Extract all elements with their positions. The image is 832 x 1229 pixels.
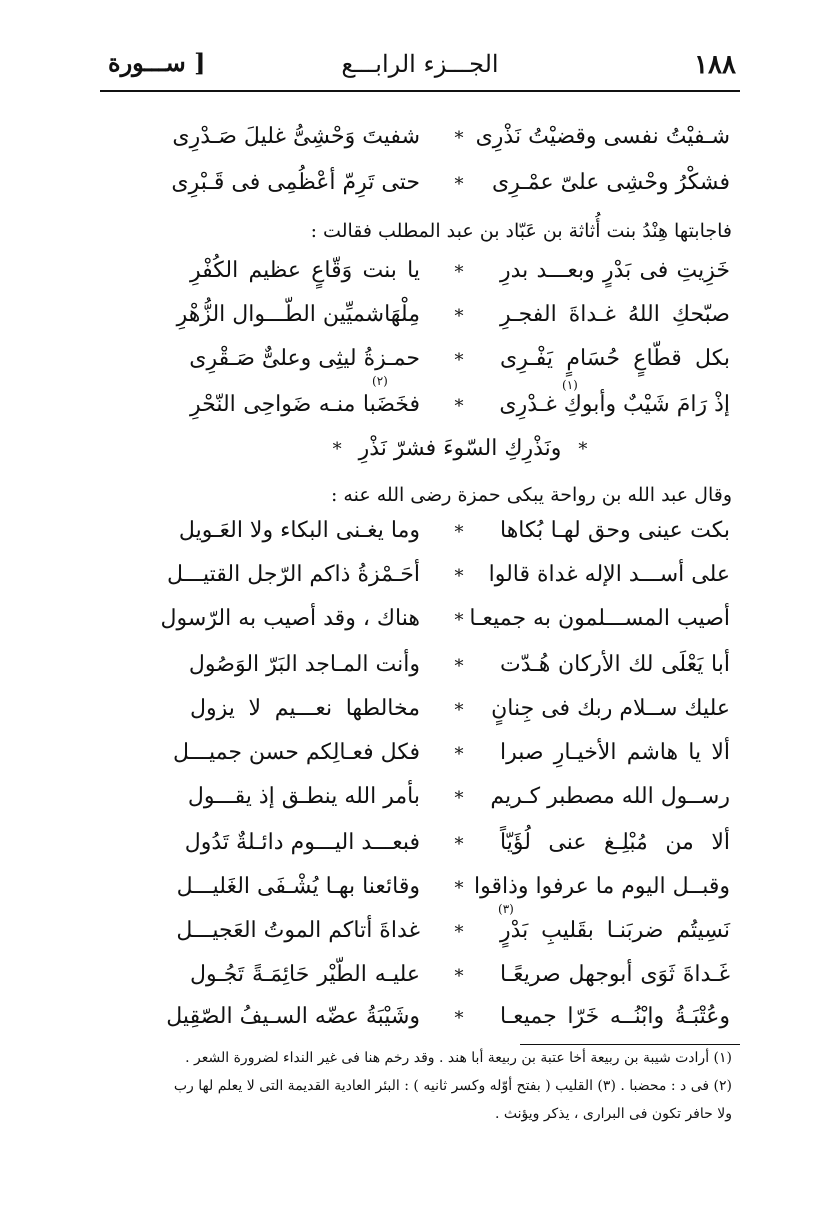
surah-label: [ ســـورة <box>108 48 206 77</box>
hemistich-first: أبا يَعْلَى لك الأركان هُـدّت <box>500 652 730 677</box>
hemistich-second: بأمر الله ينطـق إذ يقـــول <box>187 784 420 809</box>
verse-separator: * <box>454 174 464 195</box>
verse-separator: * <box>454 396 464 417</box>
verse-line <box>176 918 730 958</box>
verse-separator: * <box>454 966 464 987</box>
hemistich-second: هناك ، وقد أصيب به الرّسول <box>160 606 420 631</box>
hemistich-first: خَزِيتِ فى بَدْرٍ وبعـــد بدرِ <box>500 258 730 283</box>
hemistich-first: بكت عينى وحق لهـا بُكاها <box>500 518 730 543</box>
verse-separator: * <box>454 834 464 855</box>
hemistich-first: فشكْرُ وحْشِى علىّ عمْـرِى <box>492 170 730 195</box>
verse-line <box>172 124 730 164</box>
hemistich-first: أصيب المســـلمون به جميعـا <box>469 606 730 631</box>
hemistich-first: وعُتْبَـةُ وابْنُــه خَرّا جميعـا <box>500 1004 730 1029</box>
hemistich-first: صبّحكِ اللهُ غـداةَ الفجـرِ <box>500 302 730 327</box>
hemistich-second: وشَيْبَةُ عضّه السـيفُ الصّقِيل <box>166 1004 420 1029</box>
hemistich-first: ألا يا هاشم الأخيـارِ صبرا <box>500 740 730 765</box>
verse-line <box>176 874 730 914</box>
verse-line <box>166 1004 730 1044</box>
verse-text: ونَذْرِكِ السّوءَ فشرّ نَذْرِ <box>358 436 562 461</box>
verse-separator: * <box>454 262 464 283</box>
page-number: ١٨٨ <box>694 50 736 80</box>
hemistich-second: عليـه الطّيْر حَائِمَـةً تَجُـول <box>190 962 420 987</box>
intro-paragraph: وقال عبد الله بن رواحة يبكى حمزة رضى الله عنه : <box>330 484 732 506</box>
hemistich-first: غَـداةَ ثَوَى أبوجهل صريعًـا <box>500 962 730 987</box>
footnote-marker: (١) <box>562 378 578 392</box>
verse-separator: * <box>454 566 464 587</box>
verse-line <box>171 170 730 210</box>
verse-separator: * <box>454 788 464 809</box>
hemistich-first: على أســـد الإله غداة قالوا <box>488 562 730 587</box>
verse-line <box>167 562 730 602</box>
verse-line <box>178 518 730 558</box>
hemistich-second: فكل فعـالِكم حسن جميـــل <box>172 740 420 765</box>
verse-separator: * <box>454 610 464 631</box>
footnote-marker: (٢) <box>372 374 388 388</box>
hemistich-first: نَسِيتُم ضربَنـا بقَليبِ بَدْرٍ <box>500 918 730 943</box>
hemistich-first: عليك ســلام ربك فى جِنانٍ <box>491 696 730 721</box>
verse-separator: * <box>454 878 464 899</box>
footnote-marker: (٣) <box>498 902 514 916</box>
hemistich-second: مخالطها نعـــيم لا يزول <box>190 696 420 721</box>
verse-separator: * <box>454 656 464 677</box>
verse-separator: * <box>454 1008 464 1029</box>
hemistich-second: فخَضَبا منـه ضَواحِى النّحْرِ <box>190 392 420 417</box>
verse-separator: * <box>578 439 588 460</box>
verse-line <box>176 302 730 342</box>
page-header <box>100 46 740 90</box>
hemistich-second: شفيتَ وَحْشِىُّ غليلَ صَـدْرِى <box>172 124 420 149</box>
footnote-line: (١) أرادت شيبة بن ربيعة أخا عتبة بن ربيعة أبا هند . وقد رخم هنا فى غير النداء لضرورة الشعر . <box>185 1050 732 1066</box>
verse-single <box>190 436 730 476</box>
hemistich-second: مِلْهَاشميِّين الطّـــوال الزُّهْرِ <box>176 302 420 327</box>
verse-line <box>190 962 730 1002</box>
verse-separator: * <box>454 350 464 371</box>
hemistich-second: وأنت المـاجد البَرّ الوَصُول <box>188 652 420 677</box>
hemistich-second: فبعـــد اليـــوم دائـلةٌ تَدُول <box>184 830 420 855</box>
verse-separator: * <box>454 700 464 721</box>
hemistich-first: شـفيْتُ نفسى وقضيْتُ نَذْرِى <box>475 124 730 149</box>
running-title: الجـــزء الرابـــع <box>341 50 499 78</box>
hemistich-first: رســول الله مصطبر كـريم <box>490 784 730 809</box>
hemistich-first: بكل قطّاعٍ حُسَامٍ يَفْـرِى <box>500 346 730 371</box>
verse-separator: * <box>332 439 342 460</box>
hemistich-first: إذْ رَامَ شَيْبٌ وأبوكِ غـدْرِى <box>499 392 730 417</box>
verse-line <box>187 784 730 824</box>
footnote-rule <box>520 1044 740 1045</box>
hemistich-second: حتى تَرِمّ أعْظُمِى فى قَـبْرِى <box>171 170 420 195</box>
verse-line <box>190 696 730 736</box>
header-rule <box>100 90 740 92</box>
verse-line <box>172 740 730 780</box>
footnote-line: ولا حافر تكون فى البرارى ، يذكر ويؤنث . <box>494 1106 732 1122</box>
verse-line <box>190 258 730 298</box>
verse-separator: * <box>454 128 464 149</box>
hemistich-first: ألا من مُبْلِـغ عنى لُؤَيّاً <box>500 830 730 855</box>
footnote-line: (٢) فى د : محضبا . (٣) القليب ( بفتح أوّله وكسر ثانيه ) : البئر العادية القديمة التى لا يعلم لها رب <box>173 1078 732 1094</box>
hemistich-second: حمـزةُ ليثِى وعلىٌّ صَـقْرِى <box>189 346 420 371</box>
verse-line <box>184 830 730 870</box>
verse-separator: * <box>454 522 464 543</box>
verse-line <box>160 606 730 646</box>
hemistich-second: وقائعنا بهـا يُشْـفَى الغَليـــل <box>176 874 420 899</box>
hemistich-second: غداةَ أتاكم الموتُ العَجيـــل <box>176 918 420 943</box>
verse-separator: * <box>454 922 464 943</box>
intro-paragraph: فاجابتها هِنْدُ بنت أُثاثة بن عَبّاد بن عبد المطلب فقالت : <box>310 220 732 242</box>
hemistich-first: وقبــل اليوم ما عرفوا وذاقوا <box>473 874 730 899</box>
verse-line <box>190 346 730 386</box>
hemistich-second: أحَـمْزةُ ذاكم الرّجل القتيـــل <box>167 562 420 587</box>
hemistich-second: وما يغـنى البكاء ولا العَـويل <box>178 518 420 543</box>
hemistich-second: يا بنت وَقّاعٍ عظيم الكُفْرِ <box>190 258 420 283</box>
verse-separator: * <box>454 744 464 765</box>
verse-line <box>190 652 730 692</box>
verse-line <box>190 392 730 432</box>
verse-separator: * <box>454 306 464 327</box>
